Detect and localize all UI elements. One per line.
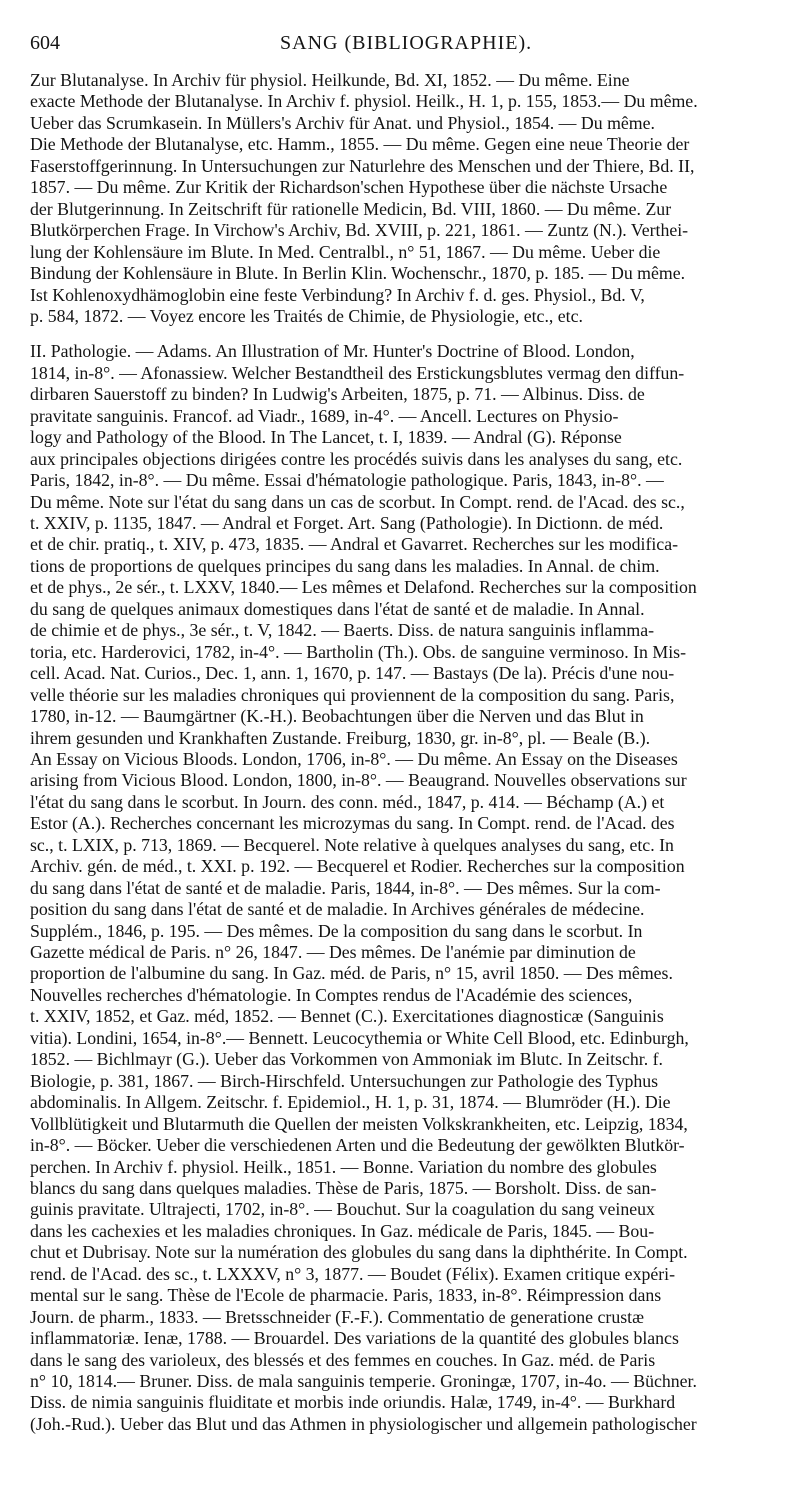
text-line: Faserstoffgerinnung. In Untersuchungen zur Naturlehre des Menschen und der Thiere, Bd. II, xyxy=(30,155,695,176)
text-line: toria, etc. Harderovici, 1782, in-4°. — Bartholin (Th.). Obs. de sanguine verminoso. In Mis- xyxy=(30,641,686,662)
text-line: Estor (A.). Recherches concernant les microzymas du sang. In Compt. rend. de l'Acad. des xyxy=(30,813,675,834)
text-line: abdominalis. In Allgem. Zeitschr. f. Epidemiol., H. 1, p. 31, 1874. — Blumröder (H.). Die xyxy=(30,1092,671,1113)
text-line: ihrem gesunden und Krankhaften Zustande. Freiburg, 1830, gr. in-8°, pl. — Beale (B.). xyxy=(30,727,651,748)
running-title: SANG (BIBLIOGRAPHIE). xyxy=(280,32,533,54)
text-line: vitia). Londini, 1654, in-8°.— Bennett. Leucocythemia or White Cell Blood, etc. Edinburgh, xyxy=(30,1027,689,1048)
text-line: lung der Kohlensäure im Blute. In Med. Centralbl., n° 51, 1867. — Du même. Ueber die xyxy=(30,241,661,262)
text-line: n° 10, 1814.— Bruner. Diss. de mala sanguinis temperie. Groningæ, 1707, in-4o. — Büchner. xyxy=(30,1371,697,1391)
text-line: exacte Methode der Blutanalyse. In Archiv f. physiol. Heilk., H. 1, p. 155, 1853.— Du même. xyxy=(30,91,698,112)
text-line: aux principales objections dirigées contre les procédés suivis dans les analyses du sang, etc. xyxy=(30,448,683,469)
text-line: t. XXIV, 1852, et Gaz. méd, 1852. — Bennet (C.). Exercitationes diagnosticæ (Sanguinis xyxy=(30,1006,664,1027)
text-line: II. Pathologie. — Adams. An Illustration of Mr. Hunter's Doctrine of Blood. London, xyxy=(30,341,635,362)
text-line: An Essay on Vicious Bloods. London, 1706, in-8°. — Du même. An Essay on the Diseases xyxy=(30,748,678,769)
text-line: blancs du sang dans quelques maladies. Thèse de Paris, 1875. — Borsholt. Diss. de san- xyxy=(30,1177,657,1198)
text-line: Bindung der Kohlensäure in Blute. In Berlin Klin. Wochenschr., 1870, p. 185. — Du même. xyxy=(30,263,686,284)
text-line: Ist Kohlenoxydhämoglobin eine feste Verbindung? In Archiv f. d. ges. Physiol., Bd. V, xyxy=(30,284,645,305)
text-line: cell. Acad. Nat. Curios., Dec. 1, ann. 1, 1670, p. 147. — Bastays (De la). Précis d'une nou- xyxy=(30,663,675,684)
text-line: inflammatoriæ. Ienæ, 1788. — Brouardel. Des variations de la quantité des globules blancs xyxy=(30,1328,679,1349)
text-line: du sang dans l'état de santé et de maladie. Paris, 1844, in-8°. — Des mêmes. Sur la com- xyxy=(30,877,661,898)
text-line: p. 584, 1872. — Voyez encore les Traités de Chimie, de Physiologie, etc., etc. xyxy=(30,305,583,326)
text-line: Supplém., 1846, p. 195. — Des mêmes. De la composition du sang dans le scorbut. In xyxy=(30,920,643,941)
text-line: Zur Blutanalyse. In Archiv für physiol. Heilkunde, Bd. XI, 1852. — Du même. Eine xyxy=(30,70,630,90)
text-line: 1780, in-12. — Baumgärtner (K.-H.). Beobachtungen über die Nerven und das Blut in xyxy=(30,706,644,727)
text-line: der Blutgerinnung. In Zeitschrift für rationelle Medicin, Bd. VIII, 1860. — Du même. Zur xyxy=(30,198,672,219)
text-line: Biologie, p. 381, 1867. — Birch-Hirschfeld. Untersuchungen zur Pathologie des Typhus xyxy=(30,1070,659,1091)
text-line: Gazette médical de Paris. n° 26, 1847. — Des mêmes. De l'anémie par diminution de xyxy=(30,942,636,962)
text-line: Vollblütigkeit und Blutarmuth die Quellen der meisten Volkskrankheiten, etc. Leipzig, 1834, xyxy=(30,1113,688,1134)
text-line: 1852. — Bichlmayr (G.). Ueber das Vorkommen von Ammoniak im Blutc. In Zeitschr. f. xyxy=(30,1049,663,1070)
text-line: de chimie et de phys., 3e sér., t. V, 1842. — Baerts. Diss. de natura sanguinis inflamma- xyxy=(30,620,655,641)
text-line: Archiv. gén. de méd., t. XXI. p. 192. — Becquerel et Rodier. Recherches sur la composition xyxy=(30,856,685,877)
page-header xyxy=(0,0,800,70)
text-line: Die Methode der Blutanalyse, etc. Hamm., 1855. — Du même. Gegen eine neue Theorie der xyxy=(30,134,690,155)
text-line: Paris, 1842, in-8°. — Du même. Essai d'hématologie pathologique. Paris, 1843, in-8°. — xyxy=(30,470,664,491)
text-line: guinis pravitate. Ultrajecti, 1702, in-8°. — Bouchut. Sur la coagulation du sang veineux xyxy=(30,1199,655,1220)
text-line: dans les cachexies et les maladies chroniques. In Gaz. médicale de Paris, 1845. — Bou- xyxy=(30,1220,655,1241)
text-line: logy and Pathology of the Blood. In The Lancet, t. I, 1839. — Andral (G). Réponse xyxy=(30,427,622,448)
text-line: 1857. — Du même. Zur Kritik der Richardson'schen Hypothese über die nächste Ursache xyxy=(30,177,668,198)
text-line: sc., t. LXIX, p. 713, 1869. — Becquerel. Note relative à quelques analyses du sang, etc. In xyxy=(30,834,674,855)
text-line: arising from Vicious Blood. London, 1800, in-8°. — Beaugrand. Nouvelles observations sur xyxy=(30,770,687,791)
text-line: pravitate sanguinis. Francof. ad Viadr., 1689, in-4°. — Ancell. Lectures on Physio- xyxy=(30,405,619,426)
text-line: Journ. de pharm., 1833. — Bretsschneider (F.-F.). Commentatio de generatione crustæ xyxy=(30,1306,644,1327)
text-line: dans le sang des varioleux, des blessés et des femmes en couches. In Gaz. méd. de Paris xyxy=(30,1349,656,1370)
text-line: t. XXIV, p. 1135, 1847. — Andral et Forget. Art. Sang (Pathologie). In Dictionn. de méd. xyxy=(30,513,664,533)
text-line: Blutkörperchen Frage. In Virchow's Archiv, Bd. XVIII, p. 221, 1861. — Zuntz (N.). Verthei- xyxy=(30,220,689,241)
text-line: chut et Dubrisay. Note sur la numération des globules du sang dans la diphthérite. In Compt. xyxy=(30,1242,688,1263)
text-line: mental sur le sang. Thèse de l'Ecole de pharmacie. Paris, 1833, in-8°. Réimpression dans xyxy=(30,1285,662,1306)
text-line: dirbaren Sauerstoff zu binden? In Ludwig's Arbeiten, 1875, p. 71. — Albinus. Diss. de xyxy=(30,384,645,405)
text-line: du sang de quelques animaux domestiques dans l'état de santé et de maladie. In Annal. xyxy=(30,598,645,619)
text-line: Du même. Note sur l'état du sang dans un cas de scorbut. In Compt. rend. de l'Acad. des sc., xyxy=(30,491,685,512)
text-line: l'état du sang dans le scorbut. In Journ. des conn. méd., 1847, p. 414. — Béchamp (A.) et xyxy=(30,791,665,812)
text-line: tions de proportions de quelques principes du sang dans les maladies. In Annal. de chim. xyxy=(30,555,660,576)
text-line: in-8°. — Böcker. Ueber die verschiedenen Arten und die Bedeutung der gewölkten Blutkör- xyxy=(30,1135,685,1156)
text-line: proportion de l'albumine du sang. In Gaz. méd. de Paris, n° 15, avril 1850. — Des mêmes. xyxy=(30,963,673,984)
text-line: position du sang dans l'état de santé et de maladie. In Archives générales de médecine. xyxy=(30,899,645,920)
page-number: 604 xyxy=(30,32,60,54)
text-line: velle théorie sur les maladies chroniques qui proviennent de la composition du sang. Paris, xyxy=(30,684,675,705)
text-line: (Joh.-Rud.). Ueber das Blut und das Athmen in physiologischer und allgemein pathologischer xyxy=(30,1413,697,1434)
text-line: 1814, in-8°. — Afonassiew. Welcher Bestandtheil des Erstickungsblutes vermag den diffun- xyxy=(30,362,685,383)
text-line: et de chir. pratiq., t. XIV, p. 473, 1835. — Andral et Gavarret. Recherches sur les modifica- xyxy=(30,534,679,555)
text-line: rend. de l'Acad. des sc., t. LXXXV, n° 3, 1877. — Boudet (Félix). Examen critique expéri- xyxy=(30,1263,676,1284)
text-line: Ueber das Scrumkasein. In Müllers's Archiv für Anat. und Physiol., 1854. — Du même. xyxy=(30,112,655,133)
text-line: Nouvelles recherches d'hématologie. In Comptes rendus de l'Académie des sciences, xyxy=(30,984,633,1005)
text-line: et de phys., 2e sér., t. LXXV, 1840.— Les mêmes et Delafond. Recherches sur la composition xyxy=(30,577,697,598)
text-line: perchen. In Archiv f. physiol. Heilk., 1851. — Bonne. Variation du nombre des globules xyxy=(30,1156,657,1177)
text-line: Diss. de nimia sanguinis fluiditate et morbis inde oriundis. Halæ, 1749, in-4°. — Burkhard xyxy=(30,1392,676,1413)
